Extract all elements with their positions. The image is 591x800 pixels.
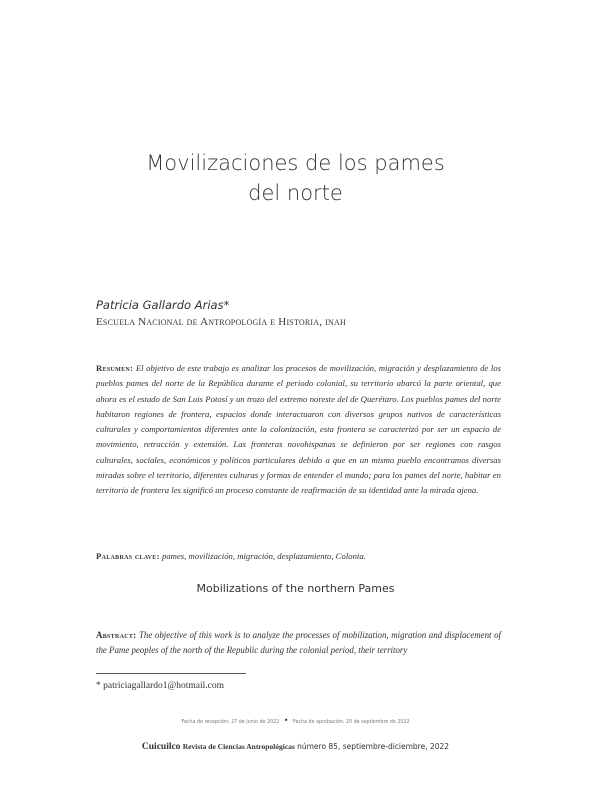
keywords-text: pames, movilización, migración, desplazamiento, Colonia. <box>159 551 366 561</box>
dates-separator: • <box>283 716 289 725</box>
keywords-label: Palabras clave: <box>96 551 160 561</box>
dates-line <box>0 716 591 725</box>
journal-footer <box>0 741 591 752</box>
title-line-2: del norte <box>248 181 343 205</box>
resumen-text: El objetivo de este trabajo es analizar los procesos de movilización, migración y desplazamiento de los pueblos pames del norte de la República durante el periodo colonial, su territorio abarcó la parte oriental, que ahora es el estado de San Luis Potosí y un trozo del extremo noreste del de Querétaro. Los pueblos pames del norte habitaron regiones de frontera, espacios donde interactuaron con diversos grupos nativos de características culturales y comportamientos diferentes ante la colonización, esta frontera se caracterizó por ser un espacio de movimiento, retracción y extensión. Las fronteras novohispanas se definieron por ser regiones con rasgos culturales, sociales, económicos y políticos particulares debido a que en un mismo pueblo encontramos diversas miradas sobre el territorio, diferentes culturas y formas de entender el mundo; para los pames del norte, habitar en territorio de frontera les significó un proceso constante de reafirmación de su identidad ante la mirada ajena. <box>96 363 501 496</box>
english-title: Mobilizations of the northern Pames <box>196 582 395 595</box>
article-title <box>0 148 591 208</box>
journal-issue: número 85, septiembre-diciembre, 2022 <box>297 742 450 751</box>
footnote-divider <box>96 673 246 674</box>
title-line-1: Movilizaciones de los pames <box>146 151 445 175</box>
journal-subtitle: Revista de Ciencias Antropológicas <box>182 742 295 751</box>
abstract-section <box>96 628 501 659</box>
received-date: Fecha de recepción: 27 de junio de 2022 <box>181 720 280 725</box>
resumen-label: Resumen: <box>96 363 134 373</box>
abstract-label: Abstract: <box>96 630 137 640</box>
abstract-text: The objective of this work is to analyze the processes of mobilization, migration and displacement of the Pame peoples of the north of the Republic during the colonial period, their territory <box>96 630 501 656</box>
footnote-email: * patriciagallardo1@hotmail.com <box>96 681 224 691</box>
journal-name: Cuicuilco <box>141 742 181 752</box>
keywords-section <box>96 549 501 564</box>
approved-date: Fecha de aprobación: 20 de septiembre de 2022 <box>292 720 410 725</box>
resumen-section <box>96 361 501 499</box>
author-affiliation: Escuela Nacional de Antropología e Historia, inah <box>96 316 346 328</box>
author-name: Patricia Gallardo Arias* <box>96 298 230 312</box>
